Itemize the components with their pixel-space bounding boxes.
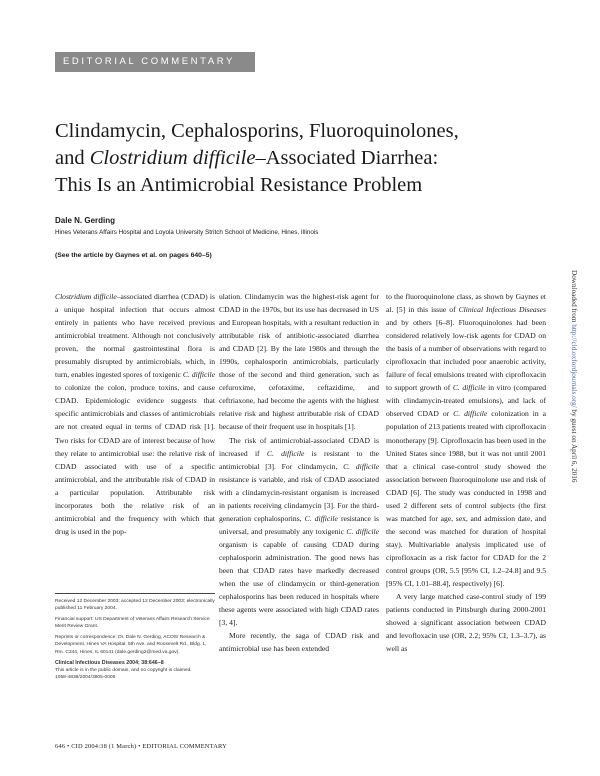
footnote-divider	[55, 593, 215, 594]
body-column-3	[386, 290, 546, 655]
title-line-2: and Clostridium difficile–Associated Diarrhea:	[55, 147, 439, 169]
paragraph: Clostridium difficile–associated diarrhea (CDAD) is a unique hospital infection that occurs almost entirely in patients who have received previous antimicrobial treatment. Although not conclusively proven, the normal gastrointestinal flora is presumably disrupted by antimicrobials, which, in turn, enables ingested spores of toxigenic C. difficile to colonize the colon, produce toxins, and cause CDAD. Epidemiologic evidence suggests that specific antimicrobials and classes of antimicrobials are not created equal in terms of CDAD risk [1]. Two risks for CDAD are of interest because of how they relate to antimicrobial use: the relative risk of CDAD associated with use of a specific antimicrobial, and the attributable risk of CDAD in a particular population. Attributable risk incorporates both the relative risk of an antimicrobial and the frequency with which that drug is used in the pop-	[55, 292, 215, 536]
footnote-received: Received 12 December 2003; accepted 12 December 2003; electronically published 11 February 2004.	[55, 599, 215, 612]
paragraph: ulation. Clindamycin was the highest-risk agent for CDAD in the 1970s, but its use has decreased in US and European hospitals, with a resultant reduction in attributable risk of antibiotic-associated diarrhea and CDAD [2]. By the late 1980s and through the 1990s, cephalosporin antimicrobials, particularly those of the second and third generation, such as cefuroxime, cefotaxime, ceftazidime, and ceftriaxone, had become the agents with the highest relative risk and highest attributable risk of CDAD because of their frequent use in hospitals [1].	[219, 292, 379, 432]
footnote-journal: Clinical Infectious Diseases 2004; 38:646–8	[55, 659, 164, 666]
footnote-public-domain: This article is in the public domain, and no copyright is claimed.	[55, 667, 192, 673]
title-line-3: This Is an Antimicrobial Resistance Problem	[55, 174, 423, 196]
see-article-note: (See the article by Gaynes et al. on pages 640–5)	[55, 252, 212, 259]
download-link[interactable]: http://cid.oxfordjournals.org/	[570, 324, 578, 408]
page-footer: 646 • CID 2004:38 (1 March) • EDITORIAL COMMENTARY	[55, 743, 227, 750]
body-column-2	[219, 290, 379, 655]
paragraph: A very large matched case-control study of 199 patients conducted in Pittsburgh during 2000-2001 showed a significant association between CDAD and levofloxacin use (OR, 2.2; 95% CI, 1.3–3.7), as well as	[386, 592, 546, 654]
author-affiliation: Hines Veterans Affairs Hospital and Loyola University Stritch School of Medicine, Hines, Illinois	[55, 229, 319, 236]
author-name: Dale N. Gerding	[55, 216, 116, 225]
title-organism: Clostridium difficile	[89, 147, 256, 169]
title-line-1: Clindamycin, Cephalosporins, Fluoroquinolones,	[55, 120, 459, 142]
footnote-reprints: Reprints or correspondence: Dr. Dale N. Gerding, ACOS/ Research & Development, Hines VA Hospital, 5th Ave. and Roosevelt Rd., Bldg. 1, Rm. C344, Hines, IL 60141 (dale.gerding2@med.va.gov).	[55, 635, 207, 655]
footnote-support: Financial support: US Department of Veterans Affairs Research Service Merit Review Grant.	[55, 617, 210, 630]
footnote-issn: 1058-4838/2004/3805-0006	[55, 675, 116, 681]
download-notice: Downloaded from http://cid.oxfordjournals.org/ by guest on April 6, 2016	[570, 270, 578, 483]
body-column-1	[55, 290, 215, 538]
article-title	[55, 118, 535, 199]
paragraph: to the fluoroquinolone class, as shown by Gaynes et al. [5] in this issue of Clinical Infectious Diseases and by others [6–8]. Fluoroquinolones had been considered relatively low-risk agents for CDAD on the basis of a number of observations with regard to ciprofloxacin that included poor anaerobic activity, failure of fecal emulsions treated with ciprofloxacin to support growth of C. difficile in vitro (compared with clindamycin-treated emulsions), and lack of observed CDAD or C. difficile colonization in a population of 213 patients treated with ciprofloxacin monotherapy [9]. Ciprofloxacin has been used in the United States since 1988, but it was not until 2001 that a clinical case-control study showed the association between fluoroquinolone use and risk of CDAD [6]. The study was conducted in 1998 and used 2 different sets of control subjects (the first was matched for age, sex, and admission date, and the second was matched for duration of hospital stay). Multivariable analysis implicated use of ciprofloxacin as a risk factor for CDAD for the 2 control groups (OR, 5.5 [95% CI, 1.2–24.8] and 9.5 [95% CI, 1.01–88.4], respectively) [6].	[386, 292, 547, 589]
paragraph: More recently, the saga of CDAD risk and antimicrobial use has been extended	[219, 631, 379, 654]
paragraph: The risk of antimicrobial-associated CDAD is increased if C. difficile is resistant to the antimicrobial [3]. For clindamycin, C. difficile resistance is variable, and risk of CDAD associated with a clindamycin-resistant organism is increased in patients receiving clindamycin [3]. For the third-generation cephalosporins, C. difficile resistance is universal, and presumably any toxigenic C. difficile organism is capable of causing CDAD during cephalosporin administration. The good news has been that CDAD rates have markedly decreased when the use of clindamycin or third-generation cephalosporins has been reduced in hospitals where these agents were associated with high CDAD rates [3, 4].	[219, 435, 380, 628]
article-footnotes	[55, 598, 215, 681]
section-banner: EDITORIAL COMMENTARY	[55, 52, 255, 72]
